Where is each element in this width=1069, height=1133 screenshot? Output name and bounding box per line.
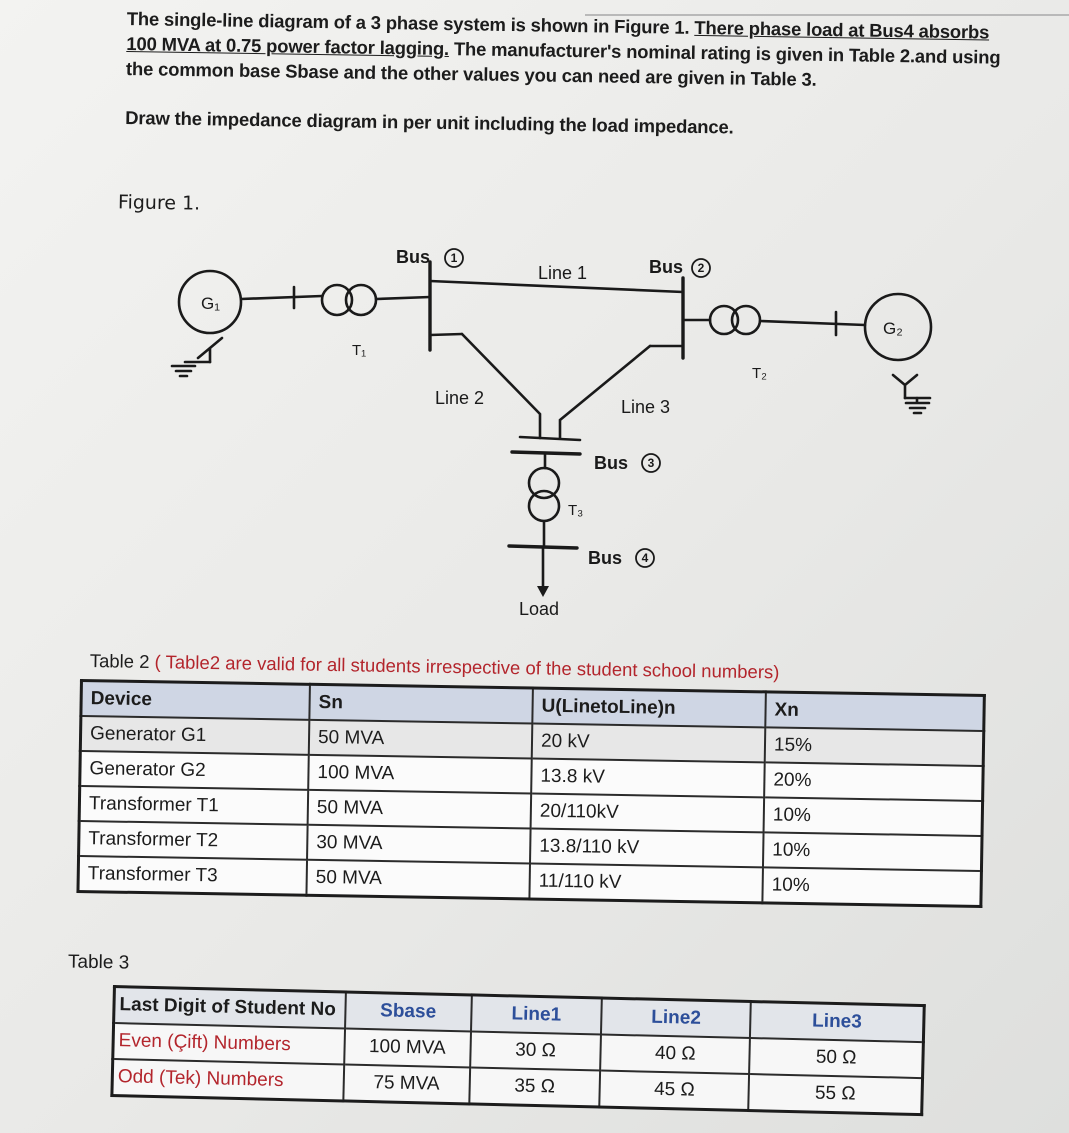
table-cell: 13.8 kV <box>531 759 765 798</box>
transformer-t3-winding-1 <box>529 468 559 498</box>
g2-wye-ground-icon <box>893 375 917 398</box>
bus-3-number: 3 <box>647 456 655 470</box>
load-arrow-icon <box>537 586 549 597</box>
column-header: U(LinetoLine)n <box>532 688 766 727</box>
g1-t1-connector <box>241 296 322 299</box>
table-cell: 50 MVA <box>308 790 532 829</box>
table-cell: 10% <box>763 832 982 871</box>
table-cell: 30 MVA <box>307 825 531 864</box>
table-cell: Transformer T3 <box>78 856 307 895</box>
column-header: Line1 <box>471 995 602 1035</box>
table-cell: 35 Ω <box>469 1067 600 1107</box>
column-header: Last Digit of Student No <box>114 987 346 1029</box>
bus-2-number: 2 <box>697 261 705 275</box>
column-header: Device <box>81 681 310 720</box>
line-3-label: Line 3 <box>621 397 671 417</box>
intro-text-underlined: There phase load at Bus4 absorbs 100 MVA at 0.75 power factor lagging. <box>126 16 990 60</box>
figure-caption: Figure 1. <box>117 191 201 215</box>
bus-2-label: Bus <box>649 257 684 277</box>
line-2-label: Line 2 <box>435 388 485 408</box>
bus-4-label: Bus <box>588 548 623 568</box>
table-3-caption: Table 3 <box>67 951 130 974</box>
t3-label: T₃ <box>568 502 584 519</box>
device-ratings-table <box>76 679 985 908</box>
table-cell: 10% <box>764 797 983 836</box>
column-header: Line2 <box>601 998 751 1038</box>
transformer-t2-winding-1 <box>710 306 738 334</box>
bus-1-label: Bus <box>396 247 431 267</box>
table-cell: 55 Ω <box>749 1074 923 1115</box>
table-cell: 30 Ω <box>470 1031 601 1070</box>
transformer-t1-winding-2 <box>346 285 376 315</box>
column-header: Line3 <box>750 1002 924 1043</box>
g2-label: G₂ <box>883 319 903 338</box>
table-cell: 50 MVA <box>306 860 530 899</box>
line-1-label: Line 1 <box>538 263 588 283</box>
transformer-t2-winding-2 <box>732 306 760 334</box>
table-cell: 20 kV <box>532 724 766 763</box>
intro-text-1: The single-line diagram of a 3 phase system is shown in Figure 1. <box>126 7 695 38</box>
table-cell: 100 MVA <box>308 755 532 794</box>
t2-label: T₂ <box>752 365 767 382</box>
bus-4-number: 4 <box>641 551 649 565</box>
line-2-line-3-tap <box>520 437 580 440</box>
table-2-title: Table 2 <box>89 650 155 673</box>
table-cell: Generator G1 <box>80 716 309 755</box>
table-cell: Generator G2 <box>80 751 309 790</box>
line-3 <box>560 346 650 438</box>
table-cell: Odd (Tek) Numbers <box>112 1059 344 1101</box>
table-cell: 100 MVA <box>344 1028 471 1067</box>
table-cell: 20/110kV <box>531 793 765 832</box>
transformer-t3-winding-2 <box>529 491 559 521</box>
table-cell: 10% <box>762 867 981 906</box>
transformer-t1-winding-1 <box>322 285 352 315</box>
intro-text-3: The manufacturer's nominal rating is given in Table 2.and using the common base Sbase and the other values you can need are given in Table 3. <box>125 38 1001 90</box>
table-2-note: ( Table2 are valid for all students irrespective of the student school numbers) <box>154 651 780 683</box>
student-parameters-table <box>110 985 925 1116</box>
table-2-caption <box>90 650 780 683</box>
table-cell: 50 MVA <box>309 720 533 759</box>
table-cell: 11/110 kV <box>529 863 763 902</box>
task-statement: Draw the impedance diagram in per unit including the load impedance. <box>125 106 734 138</box>
table-cell: 20% <box>764 762 983 801</box>
table-cell: 75 MVA <box>343 1064 470 1103</box>
table-cell: Even (Çift) Numbers <box>113 1023 345 1064</box>
t1-label: T₁ <box>352 342 367 359</box>
g1-label: G₁ <box>201 294 220 313</box>
load-label: Load <box>519 599 560 619</box>
column-header: Xn <box>765 692 984 731</box>
table-cell: 13.8/110 kV <box>530 828 764 867</box>
table-cell: 15% <box>765 727 984 766</box>
line-2-stub <box>430 334 462 335</box>
table-cell: Transformer T2 <box>79 821 308 860</box>
table-cell: 50 Ω <box>749 1038 923 1078</box>
bus-3-label: Bus <box>594 453 629 473</box>
g1-wye-ground-icon <box>198 338 222 362</box>
bus-1-number: 1 <box>450 251 458 265</box>
table-cell: Transformer T1 <box>79 786 308 825</box>
line-2 <box>462 334 540 438</box>
column-header: Sbase <box>345 992 472 1031</box>
table-cell: 45 Ω <box>599 1071 749 1111</box>
column-header: Sn <box>309 684 533 723</box>
table-cell: 40 Ω <box>600 1035 750 1075</box>
